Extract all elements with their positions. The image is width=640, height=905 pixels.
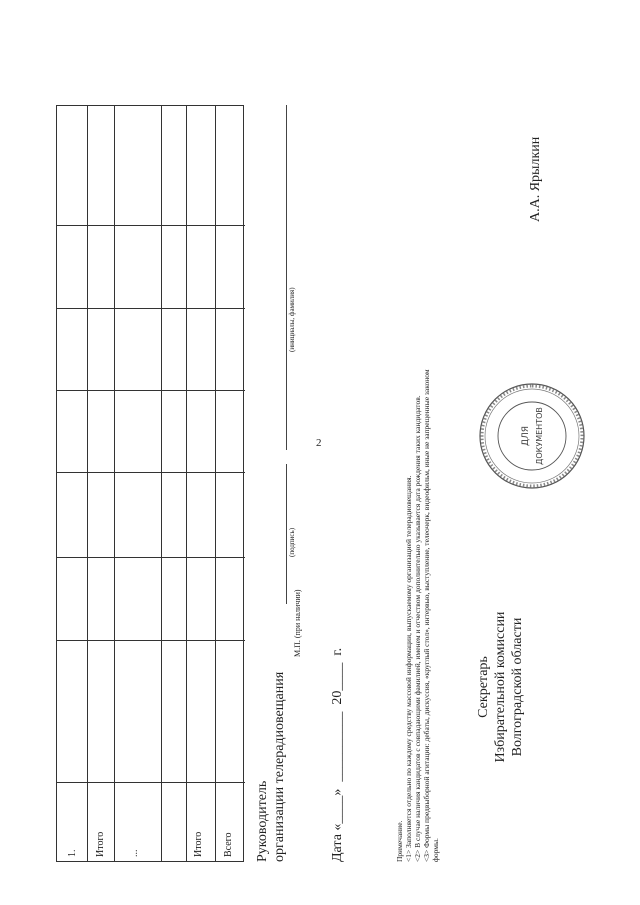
head-label: Руководитель организации телерадиовещания — [255, 671, 287, 862]
table-subcol — [57, 557, 114, 558]
note-item: формы. — [431, 838, 440, 862]
table-col-divider — [57, 225, 245, 226]
official-stamp-icon — [478, 382, 586, 490]
secretary-block: Секретарь Избирательной комиссии Волгоградской области — [476, 611, 525, 763]
rotated-page-content — [40, 42, 610, 862]
report-table — [56, 105, 244, 862]
row-label: Всего — [223, 832, 234, 857]
note-item: <1> Заполняется отдельно по каждому средству массовой информации, выпускаемому организацией телерадиовещания. — [404, 475, 413, 862]
table-row-divider — [161, 106, 162, 861]
initials-caption: (инициалы, фамилия) — [288, 287, 296, 352]
stamp-place-note: М.П. (при наличии) — [293, 589, 302, 657]
table-subcol — [57, 640, 114, 641]
table-subcol — [114, 472, 186, 473]
signature-line — [286, 464, 287, 604]
stamp-center-text: ДОКУМЕНТОВ — [535, 407, 544, 465]
row-label: Итого — [95, 831, 106, 857]
table-row-divider — [114, 106, 115, 861]
table-col-divider — [57, 782, 245, 783]
row-label: 1. — [67, 849, 78, 857]
table-col-divider — [57, 308, 245, 309]
row-label: ... — [129, 849, 140, 857]
initials-line — [286, 105, 287, 450]
notes-section — [395, 162, 440, 862]
table-row-divider — [186, 106, 187, 861]
secretary-name: А.А. Ярылкин — [528, 136, 543, 222]
note-item: <3> Формы предвыборной агитации: дебаты, дискуссия, «круглый стол», интервью, выступление, телеочерк, видеофильм, иные не запрещенные законом — [422, 369, 431, 862]
row-label: Итого — [193, 831, 204, 857]
table-row-divider — [215, 106, 216, 861]
notes-heading: Примечание. — [395, 820, 404, 862]
date-line: Дата «____» __________ 20____ г. — [330, 647, 345, 862]
note-item: <2> В случае наличия кандидатов с совпадающими фамилией, именем и отчеством дополнительно указывается дата рождения таких кандидатов. — [413, 395, 422, 862]
page-number: 2 — [316, 437, 322, 449]
stamp-center-text: ДЛЯ — [521, 425, 531, 447]
table-row-divider — [87, 106, 88, 861]
signature-caption: (подпись) — [288, 527, 296, 557]
table-col-divider — [57, 390, 245, 391]
